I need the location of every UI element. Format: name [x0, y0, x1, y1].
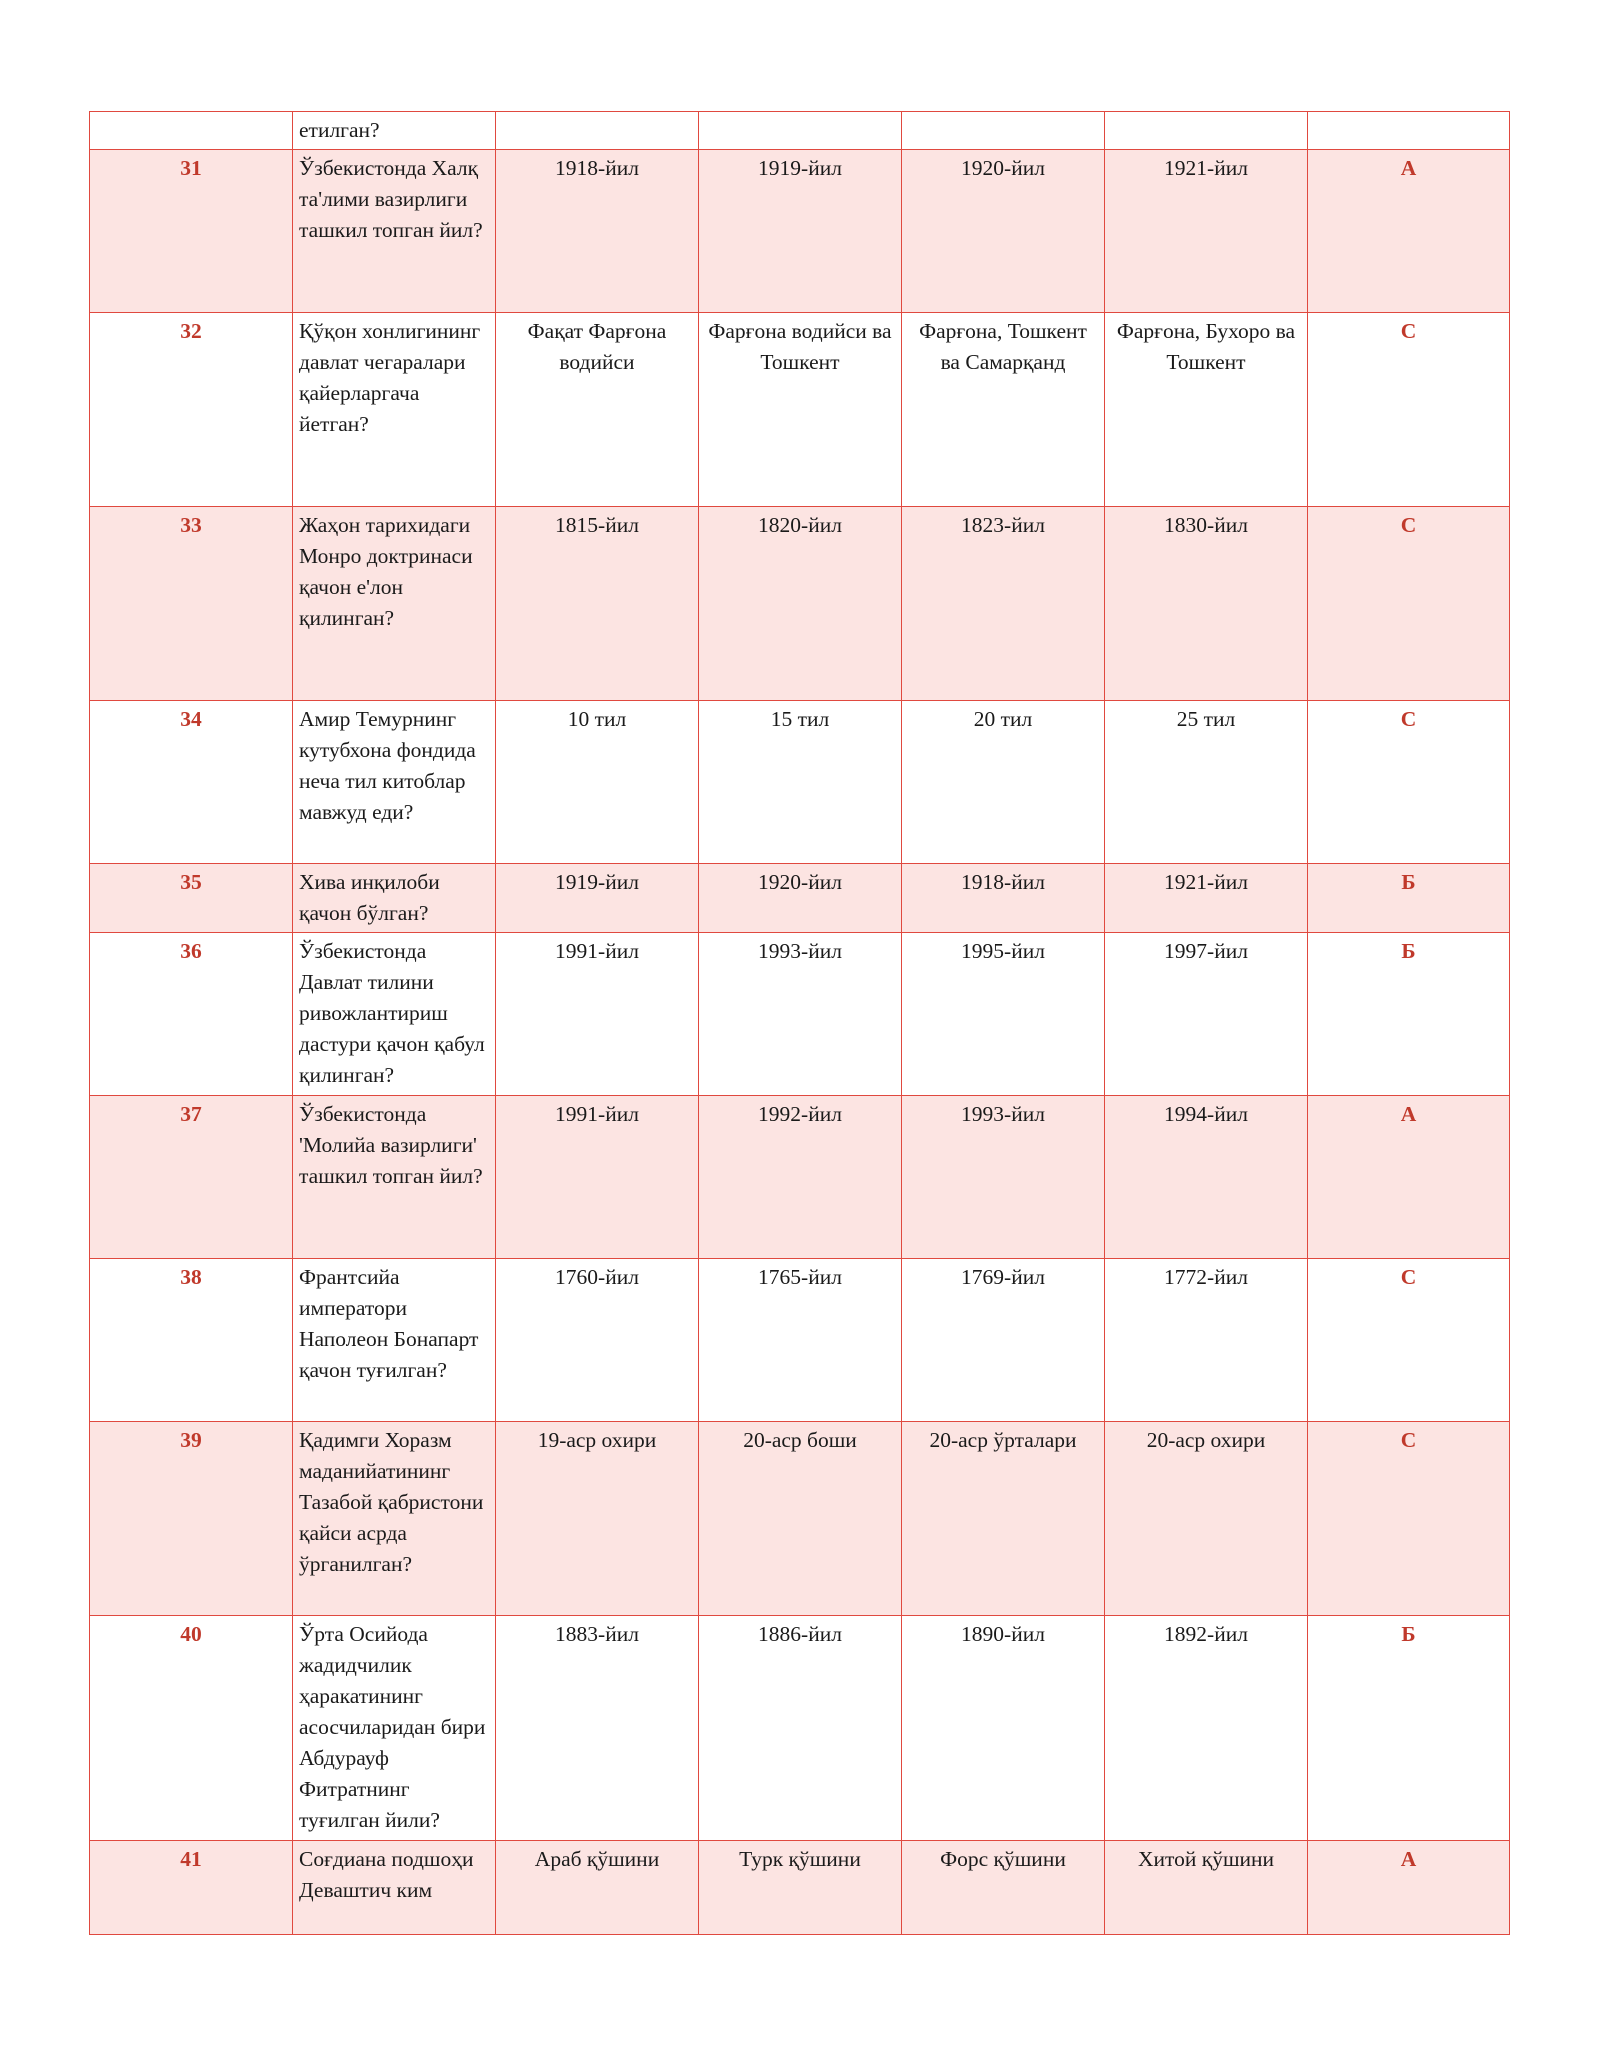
- correct-answer: [1308, 112, 1510, 150]
- option-a: 1991-йил: [496, 933, 699, 1096]
- option-c: [902, 112, 1105, 150]
- table-row: [90, 701, 1510, 864]
- table-row: [90, 1841, 1510, 1935]
- question-number: 32: [90, 313, 293, 507]
- option-d: 25 тил: [1105, 701, 1308, 864]
- option-b: 15 тил: [699, 701, 902, 864]
- question-text: Жаҳон тарихидаги Монро доктринаси қачон е'лон қилинган?: [293, 507, 496, 701]
- question-number: 34: [90, 701, 293, 864]
- option-c: 1993-йил: [902, 1096, 1105, 1259]
- table-row: [90, 933, 1510, 1096]
- option-c: Форс қўшини: [902, 1841, 1105, 1935]
- option-b: 1886-йил: [699, 1616, 902, 1841]
- question-number: 35: [90, 864, 293, 933]
- option-b: [699, 112, 902, 150]
- question-number: 40: [90, 1616, 293, 1841]
- question-text: Ўзбекистонда 'Молийа вазирлиги' ташкил топган йил?: [293, 1096, 496, 1259]
- option-a: 1918-йил: [496, 150, 699, 313]
- option-c: 20 тил: [902, 701, 1105, 864]
- option-b: 1920-йил: [699, 864, 902, 933]
- question-number: 37: [90, 1096, 293, 1259]
- correct-answer: Б: [1308, 1616, 1510, 1841]
- option-c: Фарғона, Тошкент ва Самарқанд: [902, 313, 1105, 507]
- question-number: 39: [90, 1422, 293, 1616]
- question-text: Ўрта Осийода жадидчилик ҳаракатининг асосчиларидан бири Абдурауф Фитратнинг туғилган йили?: [293, 1616, 496, 1841]
- table-row: [90, 1096, 1510, 1259]
- correct-answer: С: [1308, 1259, 1510, 1422]
- correct-answer: А: [1308, 150, 1510, 313]
- table-row: [90, 1422, 1510, 1616]
- quiz-table: [89, 111, 1510, 1935]
- option-c: 1890-йил: [902, 1616, 1105, 1841]
- correct-answer: С: [1308, 507, 1510, 701]
- quiz-table-body: [90, 112, 1510, 1935]
- question-text: Қадимги Хоразм маданийатининг Тазабой қабристони қайси асрда ўрганилган?: [293, 1422, 496, 1616]
- option-c: 1823-йил: [902, 507, 1105, 701]
- option-d: 1994-йил: [1105, 1096, 1308, 1259]
- option-c: 1920-йил: [902, 150, 1105, 313]
- option-d: 1997-йил: [1105, 933, 1308, 1096]
- correct-answer: А: [1308, 1841, 1510, 1935]
- option-a: 10 тил: [496, 701, 699, 864]
- correct-answer: Б: [1308, 864, 1510, 933]
- option-b: Фарғона водийси ва Тошкент: [699, 313, 902, 507]
- option-d: 1772-йил: [1105, 1259, 1308, 1422]
- option-b: 1919-йил: [699, 150, 902, 313]
- correct-answer: С: [1308, 1422, 1510, 1616]
- question-text: Ўзбекистонда Халқ та'лими вазирлиги ташкил топган йил?: [293, 150, 496, 313]
- option-d: 1921-йил: [1105, 150, 1308, 313]
- option-c: 1918-йил: [902, 864, 1105, 933]
- question-text: Амир Темурнинг кутубхона фондида неча тил китоблар мавжуд еди?: [293, 701, 496, 864]
- question-text: Ўзбекистонда Давлат тилини ривожлантириш дастури қачон қабул қилинган?: [293, 933, 496, 1096]
- option-d: 1921-йил: [1105, 864, 1308, 933]
- table-row: [90, 1616, 1510, 1841]
- table-row: [90, 1259, 1510, 1422]
- table-row: [90, 112, 1510, 150]
- question-number: 33: [90, 507, 293, 701]
- option-d: 20-аср охири: [1105, 1422, 1308, 1616]
- correct-answer: А: [1308, 1096, 1510, 1259]
- question-number: 31: [90, 150, 293, 313]
- question-text: етилган?: [293, 112, 496, 150]
- table-row: [90, 864, 1510, 933]
- question-text: Қўқон хонлигининг давлат чегаралари қайерларгача йетган?: [293, 313, 496, 507]
- option-a: 1883-йил: [496, 1616, 699, 1841]
- option-a: 1760-йил: [496, 1259, 699, 1422]
- correct-answer: Б: [1308, 933, 1510, 1096]
- option-d: 1830-йил: [1105, 507, 1308, 701]
- correct-answer: С: [1308, 313, 1510, 507]
- option-b: Турк қўшини: [699, 1841, 902, 1935]
- option-b: 1993-йил: [699, 933, 902, 1096]
- option-d: 1892-йил: [1105, 1616, 1308, 1841]
- question-number: 38: [90, 1259, 293, 1422]
- option-c: 20-аср ўрталари: [902, 1422, 1105, 1616]
- option-b: 1820-йил: [699, 507, 902, 701]
- option-b: 1992-йил: [699, 1096, 902, 1259]
- question-text: Хива инқилоби қачон бўлган?: [293, 864, 496, 933]
- option-d: Хитой қўшини: [1105, 1841, 1308, 1935]
- option-d: Фарғона, Бухоро ва Тошкент: [1105, 313, 1308, 507]
- table-row: [90, 150, 1510, 313]
- correct-answer: С: [1308, 701, 1510, 864]
- question-number: [90, 112, 293, 150]
- option-a: 19-аср охири: [496, 1422, 699, 1616]
- option-b: 1765-йил: [699, 1259, 902, 1422]
- option-a: 1991-йил: [496, 1096, 699, 1259]
- document-page: [89, 111, 1509, 1935]
- question-number: 41: [90, 1841, 293, 1935]
- question-number: 36: [90, 933, 293, 1096]
- table-row: [90, 507, 1510, 701]
- question-text: Франтсийа императори Наполеон Бонапарт қачон туғилган?: [293, 1259, 496, 1422]
- option-a: 1919-йил: [496, 864, 699, 933]
- table-row: [90, 313, 1510, 507]
- option-a: Фақат Фарғона водийси: [496, 313, 699, 507]
- question-text: Соғдиана подшоҳи Деваштич ким: [293, 1841, 496, 1935]
- option-d: [1105, 112, 1308, 150]
- option-a: [496, 112, 699, 150]
- option-a: Араб қўшини: [496, 1841, 699, 1935]
- option-a: 1815-йил: [496, 507, 699, 701]
- option-c: 1995-йил: [902, 933, 1105, 1096]
- option-c: 1769-йил: [902, 1259, 1105, 1422]
- option-b: 20-аср боши: [699, 1422, 902, 1616]
